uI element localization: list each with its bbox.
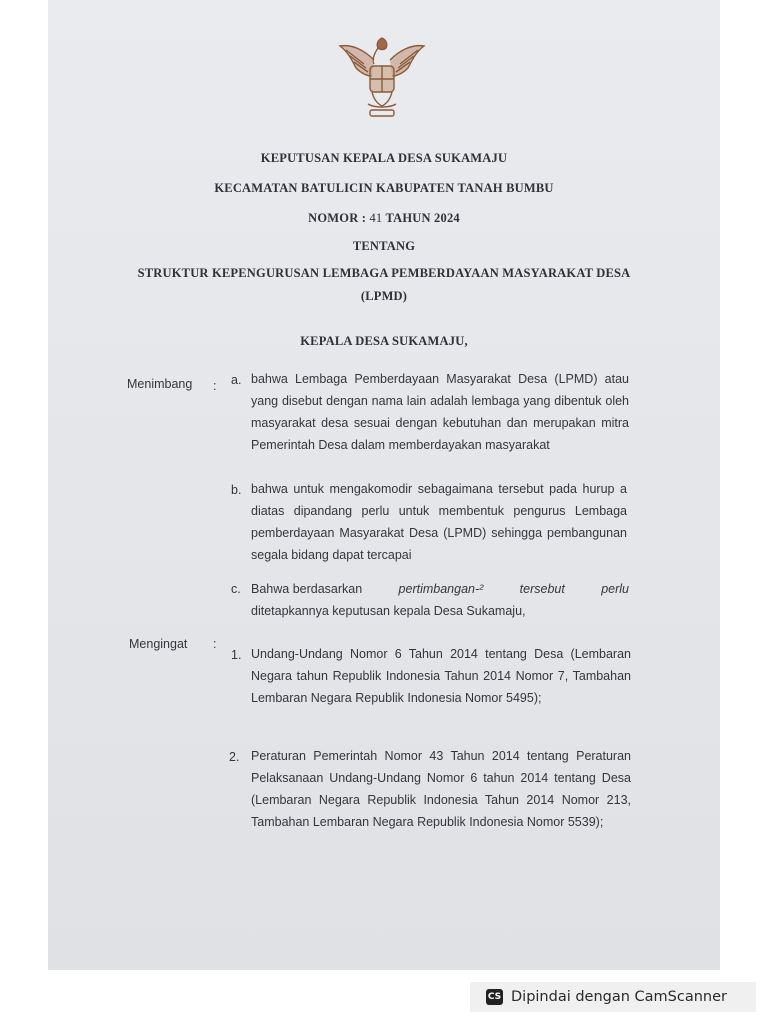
menimbang-item-c-italic3: perlu [601, 582, 629, 596]
garuda-emblem-icon [334, 30, 430, 126]
authority-line: KEPALA DESA SUKAMAJU, [300, 334, 468, 348]
nomor-value: 41 [369, 211, 383, 225]
mengingat-item-1: Undang-Undang Nomor 6 Tahun 2014 tentang Desa (Lembaran Negara tahun Republik Indonesia Tahun 2014 Nomor 7, Tambahan Lembaran Negara Republik Indonesia Nomor 5495); [251, 647, 631, 705]
tentang-label: TENTANG [352, 239, 416, 253]
menimbang-item-a: bahwa Lembaga Pemberdayaan Masyarakat Desa (LPMD) atau yang disebut dengan nama lain adalah lembaga yang dibentuk oleh masyarakat desa sesuai dengan kebutuhan dan merupakan mitra Pemerintah Desa dalam memberdayakan masyarakat [251, 372, 629, 452]
menimbang-marker-b: b. [231, 483, 242, 497]
subject-line-1: STRUKTUR KEPENGURUSAN LEMBAGA PEMBERDAYAAN MASYARAKAT DESA [137, 266, 631, 280]
menimbang-colon: : [213, 379, 217, 393]
menimbang-item-c-pre: Bahwa berdasarkan [251, 582, 363, 596]
menimbang-item-b: bahwa untuk mengakomodir sebagaimana tersebut pada hurup a diatas dipandang perlu untuk membentuk pengurus Lembaga pemberdayaan Masyarakat Desa (LPMD) sehingga pembangunan segala bidang dapat tercapai [251, 482, 627, 562]
camscanner-icon: CS [486, 989, 503, 1005]
menimbang-item-c-post: ditetapkannya keputusan kepala Desa Sukamaju, [251, 604, 526, 618]
title-line-1: KEPUTUSAN KEPALA DESA SUKAMAJU [260, 151, 508, 165]
menimbang-label: Menimbang [127, 377, 193, 391]
menimbang-item-c-line1 [251, 578, 629, 600]
menimbang-marker-c: c. [231, 582, 241, 596]
nomor-line [0, 211, 768, 226]
camscanner-text: Dipindai dengan CamScanner [511, 989, 728, 1005]
menimbang-item-c-italic: pertimbangan-² [398, 582, 484, 596]
menimbang-item-c-italic2: tersebut [519, 582, 565, 596]
mengingat-marker-2: 2. [229, 750, 240, 764]
title-line-2: KECAMATAN BATULICIN KABUPATEN TANAH BUMBU [214, 181, 554, 195]
subject-line-2: (LPMD) [360, 289, 408, 303]
tahun-label: TAHUN 2024 [385, 211, 460, 225]
mengingat-label: Mengingat [129, 637, 188, 651]
mengingat-colon: : [213, 637, 217, 651]
menimbang-item-c [251, 578, 629, 622]
nomor-label: NOMOR : [308, 211, 367, 225]
camscanner-watermark [470, 982, 756, 1012]
menimbang-marker-a: a. [231, 373, 242, 387]
mengingat-item-2: Peraturan Pemerintah Nomor 43 Tahun 2014 tentang Peraturan Pelaksanaan Undang-Undang Nomor 6 tahun 2014 tentang Desa (Lembaran Negara Republik Indonesia Tahun 2014 Nomor 213, Tambahan Lembaran Negara Republik Indonesia Nomor 5539); [251, 749, 631, 829]
mengingat-marker-1: 1. [231, 648, 242, 662]
